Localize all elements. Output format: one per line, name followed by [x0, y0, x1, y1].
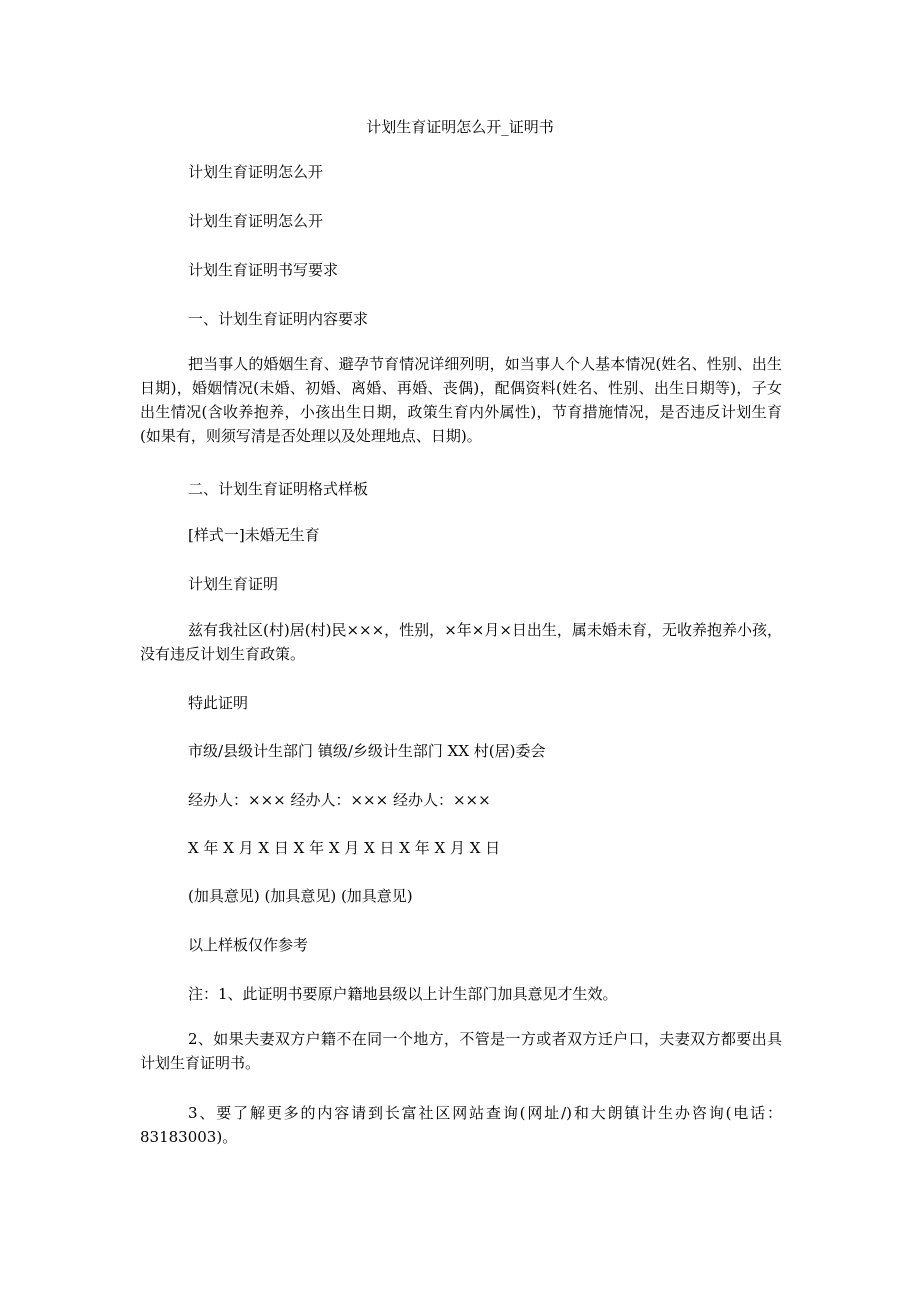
- note-item-3: 3、要了解更多的内容请到长富社区网站查询(网址/)和大朗镇计生办咨询(电话：83183003)。: [140, 1104, 782, 1146]
- note-item-1: 注：1、此证明书要原户籍地县级以上计生部门加具意见才生效。: [188, 985, 618, 1003]
- template-dates-line: X 年 X 月 X 日 X 年 X 月 X 日 X 年 X 月 X 日: [188, 839, 501, 857]
- template-certificate-title: 计划生育证明: [188, 575, 279, 593]
- paragraph-heading-how-to-repeat: 计划生育证明怎么开: [188, 212, 324, 230]
- template-departments-line: 市级/县级计生部门 镇级/乡级计生部门 XX 村(居)委会: [188, 742, 546, 760]
- note-item-2: 2、如果夫妻双方户籍不在同一个地方，不管是一方或者双方迁户口，夫妻双方都要出具计划生育证明书。: [140, 1030, 782, 1072]
- template-opinions-line: (加具意见) (加具意见) (加具意见): [188, 887, 413, 905]
- template-reference-note: 以上样板仅作参考: [188, 936, 309, 954]
- paragraph-heading-requirements: 计划生育证明书写要求: [188, 261, 339, 279]
- document-title: 计划生育证明怎么开_证明书: [366, 118, 554, 136]
- section-heading-content-requirements: 一、计划生育证明内容要求: [188, 310, 369, 328]
- section-heading-format-template: 二、计划生育证明格式样板: [188, 480, 369, 498]
- paragraph-content-requirements: 把当事人的婚姻生育、避孕节育情况详细列明，如当事人个人基本情况(姓名、性别、出生日期)，婚姻情况(未婚、初婚、离婚、再婚、丧偶)，配偶资料(姓名、性别、出生日期等)，子女出生情况(含收养抱养，小孩出生日期，政策生育内外属性)，节育措施情况，是否违反计划生育(如果有，则须写清是否处理以及处理地点、日期)。: [140, 355, 782, 445]
- template-certificate-body: 兹有我社区(村)居(村)民×××，性别，×年×月×日出生，属未婚未育，无收养抱养小孩，没有违反计划生育政策。: [140, 621, 782, 663]
- template-style-label: [样式一]未婚无生育: [188, 526, 320, 544]
- paragraph-heading-how-to: 计划生育证明怎么开: [188, 163, 324, 181]
- template-hereby-certify: 特此证明: [188, 694, 249, 712]
- template-handlers-line: 经办人：××× 经办人：××× 经办人：×××: [188, 791, 491, 809]
